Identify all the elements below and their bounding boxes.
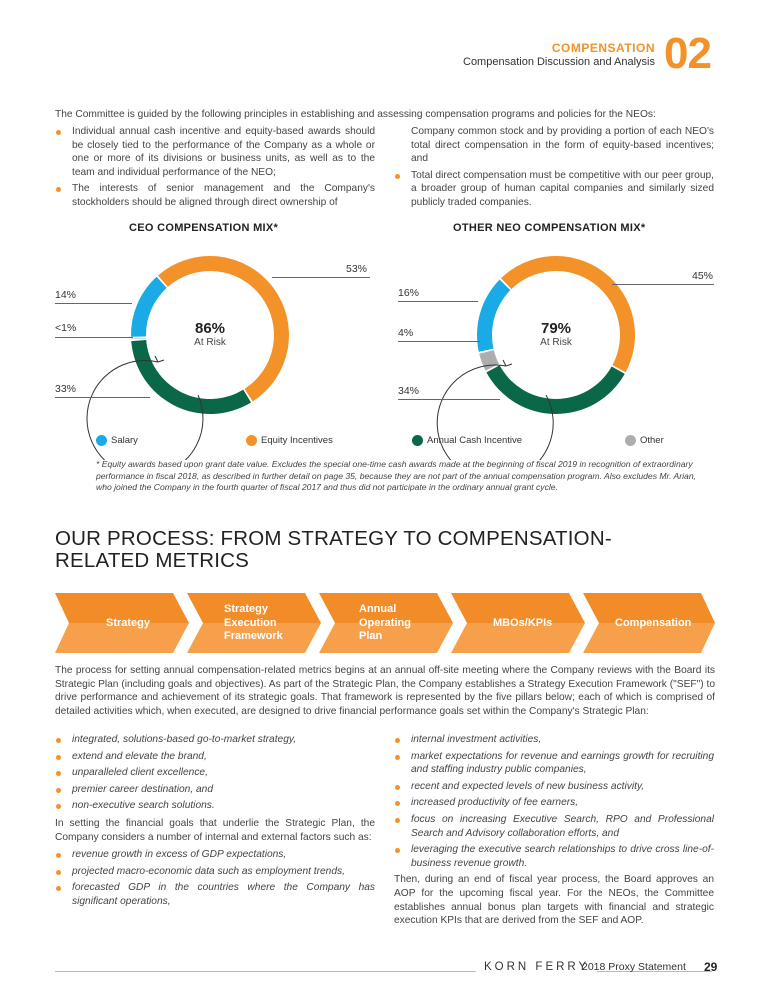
- factor-item: revenue growth in excess of GDP expectations,: [55, 848, 375, 862]
- factor-item: internal investment activities,: [394, 733, 714, 747]
- section-subtitle: Compensation Discussion and Analysis: [463, 56, 655, 68]
- principle-continued: Company common stock and by providing a portion of each NEO's total direct compensation in the form of equity-based incentives; and: [411, 126, 714, 165]
- ceo-leader-other: [55, 337, 133, 338]
- ceo-leader-salary: [55, 303, 132, 304]
- legend-equity-swatch: [246, 435, 257, 446]
- neo-at-risk-label: At Risk: [540, 337, 572, 348]
- pillar-item: unparalleled client excellence,: [55, 766, 375, 780]
- other-slice: [131, 338, 146, 339]
- legend-salary: Salary: [111, 435, 138, 446]
- step-sef: Strategy Execution Framework: [224, 603, 283, 642]
- legend-cash-swatch: [412, 435, 423, 446]
- factor-item: focus on increasing Executive Search, RPO and Professional Search and Advisory collaboration efforts, and: [394, 813, 714, 840]
- equity-slice: [501, 256, 635, 372]
- section-number: 02: [664, 29, 711, 78]
- ceo-label-equity: 53%: [346, 263, 368, 275]
- legend-salary-swatch: [96, 435, 107, 446]
- intro-lead: The Committee is guided by the following principles in establishing and assessing compensation programs and policies for the NEOs:: [55, 109, 656, 120]
- ceo-leader-cash: [55, 397, 150, 398]
- factor-item: recent and expected levels of new business activity,: [394, 780, 714, 794]
- page-number: 29: [704, 960, 718, 974]
- principle-item: The interests of senior management and the Company's stockholders should be aligned through direct ownership of: [55, 182, 375, 209]
- charts-svg: [0, 0, 768, 460]
- company-logo: KORN FERRY: [476, 961, 597, 973]
- factor-item: leveraging the executive search relationships to drive cross line-of-business revenue growth.: [394, 843, 714, 870]
- neo-at-risk-value: 79%: [540, 320, 572, 337]
- factor-item: increased productivity of fee earners,: [394, 796, 714, 810]
- ceo-label-other: <1%: [55, 322, 77, 334]
- neo-label-cash: 34%: [398, 385, 420, 397]
- closing-paragraph: Then, during an end of fiscal year process, the Board approves an AOP for the upcoming fiscal year. For the NEOs, the Committee establishes annual bonus plan targets with financial and strategic execution KPIs that are derived from the SEF and AOP.: [394, 874, 714, 927]
- neo-leader-salary: [398, 301, 478, 302]
- neo-label-other: 4%: [398, 327, 414, 339]
- step-aop: Annual Operating Plan: [359, 603, 411, 642]
- pillar-item: extend and elevate the brand,: [55, 750, 375, 764]
- document-name: 2018 Proxy Statement: [582, 961, 686, 973]
- ceo-label-salary: 14%: [55, 289, 77, 301]
- neo-leader-other: [398, 341, 480, 342]
- pillar-item: premier career destination, and: [55, 783, 375, 797]
- factor-item: market expectations for revenue and earnings growth for recruiting and staffing industry public companies,: [394, 750, 714, 777]
- legend-other-swatch: [625, 435, 636, 446]
- cash-slice: [486, 365, 624, 414]
- process-col-right: [394, 733, 714, 928]
- neo-leader-equity: [612, 284, 714, 285]
- neo-arrow-head: [503, 360, 512, 366]
- neo-chart-title: OTHER NEO COMPENSATION MIX*: [453, 222, 646, 234]
- ceo-label-cash: 33%: [55, 383, 77, 395]
- ceo-at-risk-value: 86%: [194, 320, 226, 337]
- neo-label-salary: 16%: [398, 287, 420, 299]
- principle-item: Individual annual cash incentive and equity-based awards should be closely tied to the performance of the Company as a whole or one or more of its divisions or business units, as well as to the team and individual performance of the NEO;: [55, 125, 375, 179]
- ceo-arrow-head: [155, 356, 164, 362]
- legend-cash: Annual Cash Incentive: [427, 435, 523, 446]
- pillar-item: non-executive search solutions.: [55, 799, 375, 813]
- legend-other: Other: [640, 435, 664, 446]
- process-paragraph: The process for setting annual compensation-related metrics begins at an annual off-site meeting where the Company reviews with the Board its Strategic Plan (including goals and objectives). As part of the Strategic Plan, the Company establishes a Strategy Execution Framework ("SEF") to drive performance and achievement of its strategic goals. That framework is represented by the five pillars below; each of which is comprised of detailed activities which, when executed, are designed to drive financial performance goals set within the Company's Strategic Plan:: [55, 665, 715, 717]
- ceo-at-risk-label: At Risk: [194, 337, 226, 348]
- step-strategy: Strategy: [106, 617, 151, 629]
- step-compensation: Compensation: [615, 617, 692, 629]
- ceo-leader-equity: [272, 277, 370, 278]
- footnote: * Equity awards based upon grant date value. Excludes the special one-time cash awards made at the beginning of fiscal 2019 in recognition of extraordinary performance in fiscal 2018, as described in further detail on page 35, because they are not part of the annual compensation program. Also excludes Mr. Arian, who joined the Company in the fourth quarter of fiscal 2017 and thus did not participate in the ordinary annual grant cycle.: [96, 459, 696, 493]
- factors-intro: In setting the financial goals that underlie the Strategic Plan, the Company considers a number of internal and external factors such as:: [55, 817, 375, 843]
- process-heading: OUR PROCESS: FROM STRATEGY TO COMPENSATION-RELATED METRICS: [55, 527, 612, 572]
- ceo-chart-title: CEO COMPENSATION MIX*: [129, 222, 279, 234]
- neo-leader-cash: [398, 399, 500, 400]
- cash-slice: [131, 340, 251, 414]
- step-kpis: MBOs/KPIs: [493, 617, 553, 629]
- factor-item: projected macro-economic data such as employment trends,: [55, 865, 375, 879]
- neo-label-equity: 45%: [692, 270, 714, 282]
- legend-equity: Equity Incentives: [261, 435, 333, 446]
- section-title: COMPENSATION: [551, 41, 655, 55]
- principle-item: Total direct compensation must be competitive with our peer group, a broader group of human capital companies and similarly sized publicly traded companies.: [394, 169, 714, 210]
- process-col-left: [55, 733, 375, 909]
- factor-item: forecasted GDP in the countries where the Company has significant operations,: [55, 881, 375, 908]
- pillar-item: integrated, solutions-based go-to-market strategy,: [55, 733, 375, 747]
